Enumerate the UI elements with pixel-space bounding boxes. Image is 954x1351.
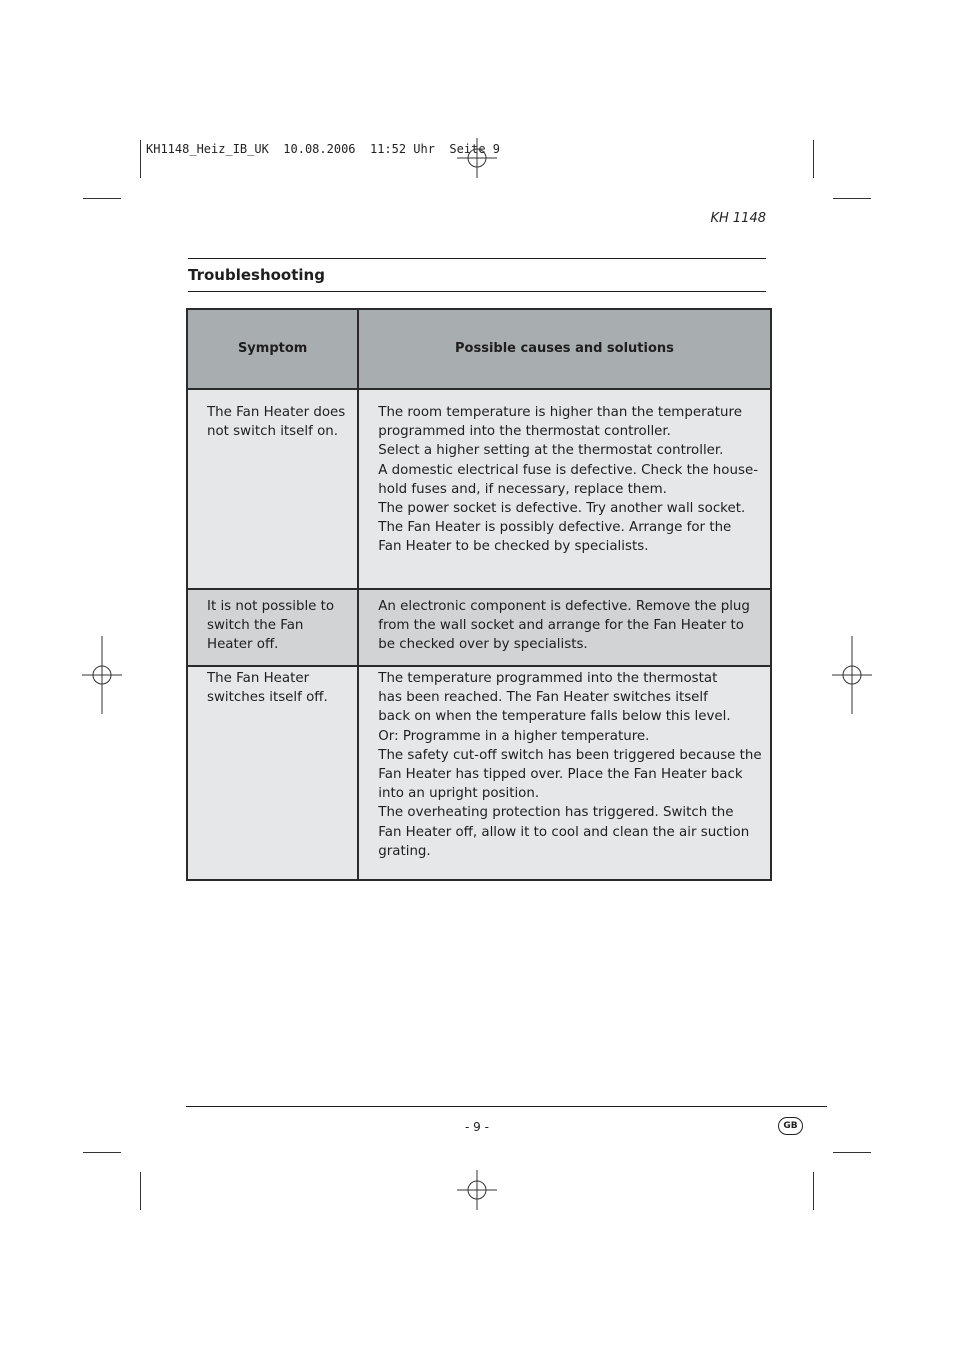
solution-line: The temperature programmed into the thermostat xyxy=(378,671,718,686)
solution-line: Fan Heater off, allow it to cool and clean the air suction xyxy=(378,824,750,840)
solution-line: grating. xyxy=(378,843,431,859)
crop-mark xyxy=(833,198,871,199)
solution-cell xyxy=(358,666,770,880)
footer-rule xyxy=(186,1106,827,1107)
solution-line: be checked over by specialists. xyxy=(378,637,588,653)
solution-line: from the wall socket and arrange for the Fan Heater to xyxy=(378,618,744,634)
solution-line: The room temperature is higher than the temperature xyxy=(378,405,742,420)
crop-mark xyxy=(140,1172,141,1210)
header-rule xyxy=(188,291,766,292)
symptom-cell xyxy=(187,589,358,666)
table-row xyxy=(187,666,771,880)
registration-mark-icon xyxy=(457,1170,497,1210)
solution-line: Or: Programme in a higher temperature. xyxy=(378,728,650,744)
solution-line: The safety cut-off switch has been triggered because the xyxy=(378,747,762,763)
symptom-line: It is not possible to xyxy=(207,599,335,614)
solution-line: An electronic component is defective. Remove the plug xyxy=(378,599,750,614)
crop-mark xyxy=(813,140,814,178)
registration-mark-icon xyxy=(457,138,497,178)
solution-line: hold fuses and, if necessary, replace them. xyxy=(378,481,667,497)
solution-line: The Fan Heater is possibly defective. Arrange for the xyxy=(378,520,732,536)
model-number: KH 1148 xyxy=(710,211,766,226)
symptom-line: The Fan Heater does xyxy=(207,405,346,420)
symptom-line: switches itself off. xyxy=(207,690,328,706)
solution-line: back on when the temperature falls below this level. xyxy=(378,709,731,725)
header-causes-solutions: Possible causes and solutions xyxy=(358,309,770,389)
solution-line: Select a higher setting at the thermostat controller. xyxy=(378,443,724,459)
solution-line: A domestic electrical fuse is defective. Check the house- xyxy=(378,462,759,478)
solution-line: The overheating protection has triggered. Switch the xyxy=(378,805,734,821)
registration-mark-icon xyxy=(82,636,122,714)
symptom-line: switch the Fan xyxy=(207,618,304,634)
symptom-line: The Fan Heater xyxy=(207,671,310,686)
header-rule xyxy=(188,258,766,259)
crop-mark xyxy=(83,1152,121,1153)
print-slug: KH1148_Heiz_IB_UK 10.08.2006 11:52 Uhr Seite 9 xyxy=(146,142,501,156)
page-number: - 9 - xyxy=(465,1120,489,1134)
country-badge: GB xyxy=(778,1117,803,1135)
solution-cell xyxy=(358,589,770,666)
symptom-cell xyxy=(187,666,358,880)
symptom-cell xyxy=(187,389,358,589)
table-row xyxy=(187,589,771,666)
troubleshooting-table xyxy=(186,308,772,881)
solution-line: into an upright position. xyxy=(378,786,540,802)
crop-mark xyxy=(833,1152,871,1153)
symptom-line: Heater off. xyxy=(207,637,279,653)
crop-mark xyxy=(140,140,141,178)
solution-line: Fan Heater has tipped over. Place the Fan Heater back xyxy=(378,767,743,783)
header-symptom: Symptom xyxy=(187,309,358,389)
symptom-line: not switch itself on. xyxy=(207,424,339,440)
solution-line: Fan Heater to be checked by specialists. xyxy=(378,539,649,555)
solution-cell xyxy=(358,389,770,589)
solution-line: has been reached. The Fan Heater switches itself xyxy=(378,690,708,706)
table-header-row xyxy=(187,309,771,389)
solution-line: programmed into the thermostat controller. xyxy=(378,424,671,440)
crop-mark xyxy=(83,198,121,199)
section-title: Troubleshooting xyxy=(188,266,325,284)
solution-line: The power socket is defective. Try another wall socket. xyxy=(378,501,746,517)
registration-mark-icon xyxy=(832,636,872,714)
crop-mark xyxy=(813,1172,814,1210)
table-row xyxy=(187,389,771,589)
